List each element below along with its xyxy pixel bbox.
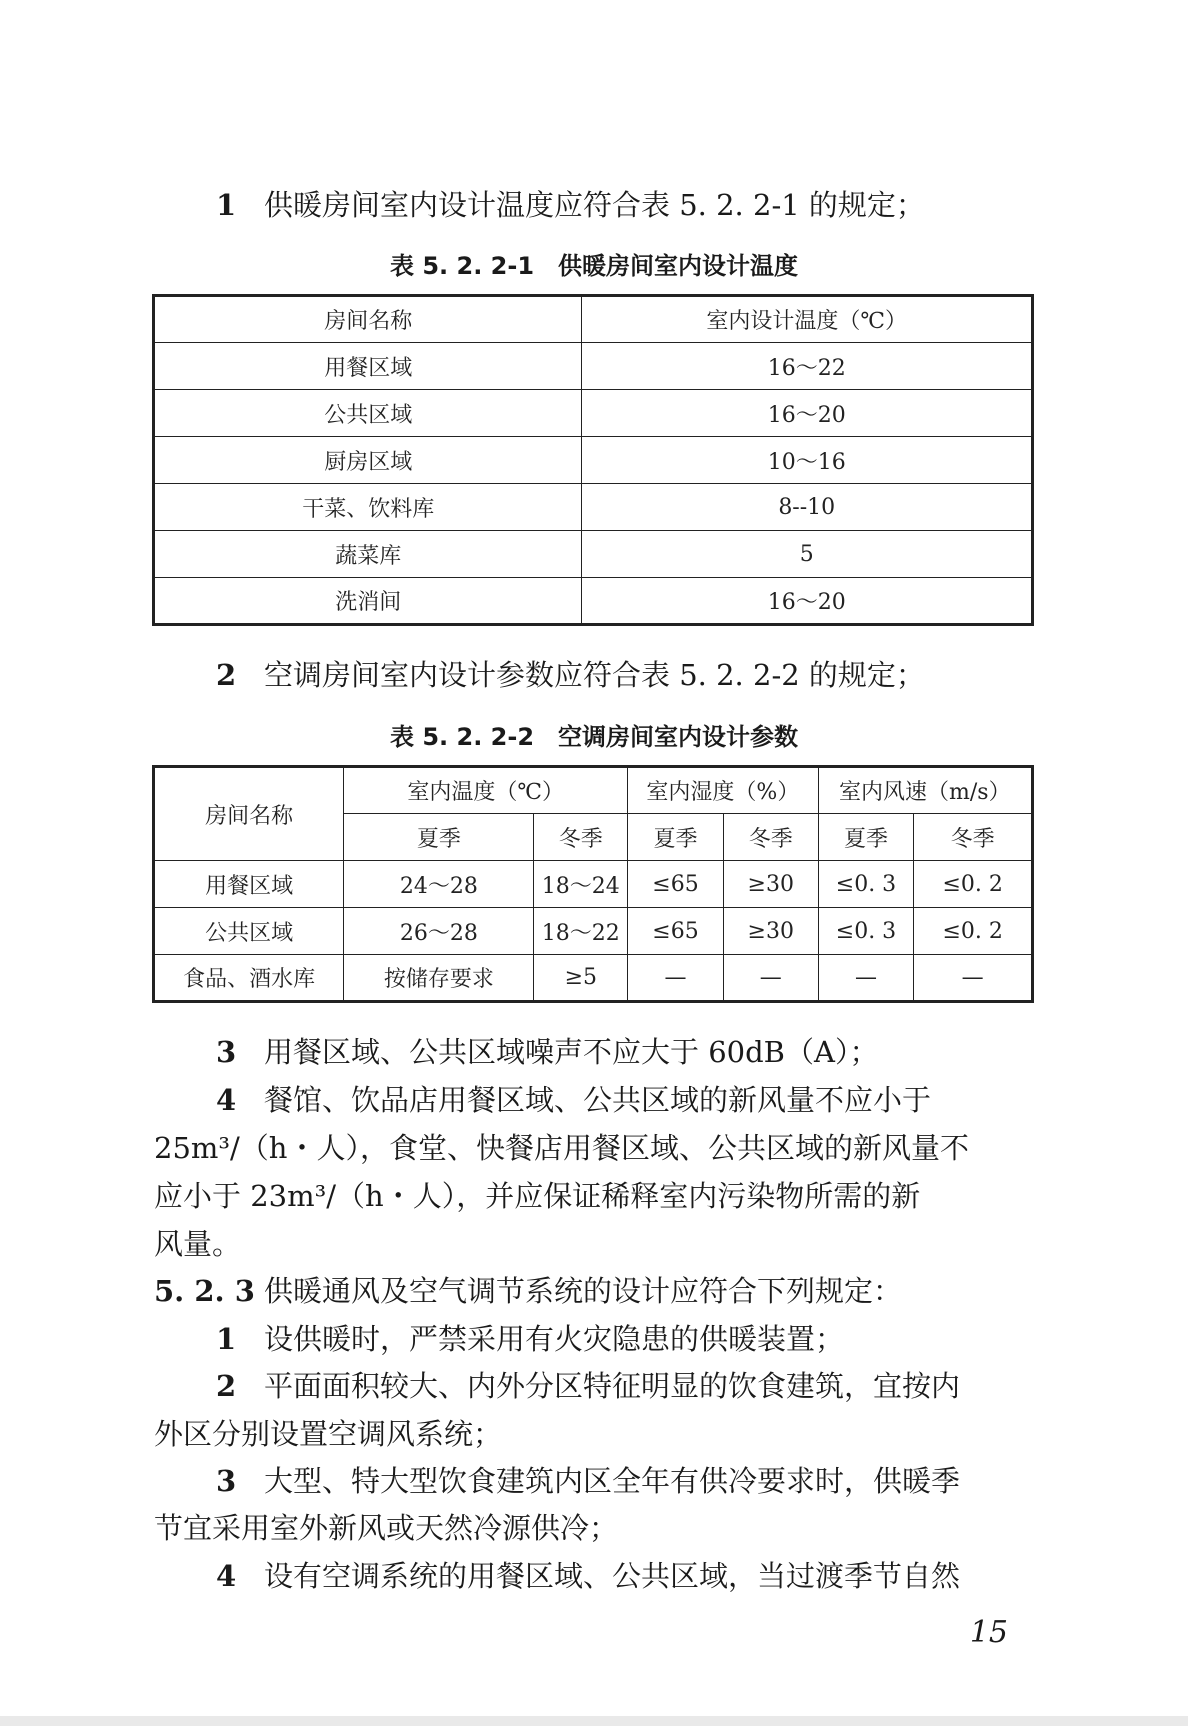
paragraph-line: 风量。 xyxy=(154,1227,242,1261)
table-1 xyxy=(152,294,1034,626)
table-row xyxy=(154,484,1033,531)
cell: ≥30 xyxy=(723,908,818,955)
cell: 厨房区域 xyxy=(154,437,582,484)
cell: 5 xyxy=(582,531,1033,578)
cell: 用餐区域 xyxy=(154,343,582,390)
item-text-line: 餐馆、饮品店用餐区域、公共区域的新风量不应小于 xyxy=(264,1083,932,1117)
item-text: 空调房间室内设计参数应符合表 5. 2. 2-2 的规定； xyxy=(264,658,925,692)
cell: — xyxy=(628,955,724,1002)
item-number: 2 xyxy=(216,658,237,692)
subheader-summer: 夏季 xyxy=(344,814,534,861)
item-4 xyxy=(216,1080,931,1120)
cell: ≥30 xyxy=(723,861,818,908)
table-2-caption: 表 5. 2. 2-2 空调房间室内设计参数 xyxy=(389,723,799,751)
table-row xyxy=(154,437,1033,484)
item-text-line: 大型、特大型饮食建筑内区全年有供冷要求时，供暖季 xyxy=(264,1464,961,1498)
section-number: 5. 2. 3 xyxy=(154,1274,255,1308)
item-number: 4 xyxy=(216,1083,237,1117)
table-row xyxy=(154,955,1033,1002)
item-2 xyxy=(216,655,925,695)
table-row xyxy=(154,531,1033,578)
cell: 26～28 xyxy=(344,908,534,955)
cell: 公共区域 xyxy=(154,908,344,955)
sub-item-3 xyxy=(216,1461,960,1501)
sub-item-4 xyxy=(216,1556,960,1596)
page-number: 15 xyxy=(969,1615,1008,1650)
subheader-winter: 冬季 xyxy=(914,814,1033,861)
cell: ≤65 xyxy=(628,908,724,955)
subheader-summer: 夏季 xyxy=(818,814,914,861)
page-bottom-edge xyxy=(0,1716,1188,1726)
sub-item-2 xyxy=(216,1366,960,1406)
cell: 10～16 xyxy=(582,437,1033,484)
table-row xyxy=(154,908,1033,955)
cell: 按储存要求 xyxy=(344,955,534,1002)
cell: ≤0. 2 xyxy=(914,861,1033,908)
table-row xyxy=(154,390,1033,437)
table-header-row xyxy=(154,296,1033,343)
item-text-line: 设有空调系统的用餐区域、公共区域，当过渡季节自然 xyxy=(264,1559,961,1593)
item-text: 供暖房间室内设计温度应符合表 5. 2. 2-1 的规定； xyxy=(264,188,925,222)
cell: ≥5 xyxy=(534,955,628,1002)
header-humidity: 室内湿度（%） xyxy=(628,767,819,814)
subheader-winter: 冬季 xyxy=(534,814,628,861)
item-3 xyxy=(216,1032,878,1072)
header-temperature: 室内温度（℃） xyxy=(344,767,628,814)
subheader-winter: 冬季 xyxy=(723,814,818,861)
table-2 xyxy=(152,765,1034,1003)
cell: 16～20 xyxy=(582,390,1033,437)
cell: 食品、酒水库 xyxy=(154,955,344,1002)
table-row xyxy=(154,578,1033,625)
section-text: 供暖通风及空气调节系统的设计应符合下列规定： xyxy=(264,1274,903,1308)
cell: 蔬菜库 xyxy=(154,531,582,578)
cell: ≤0. 3 xyxy=(818,861,914,908)
item-number: 1 xyxy=(216,188,237,222)
item-number: 3 xyxy=(216,1035,237,1069)
cell: 16～20 xyxy=(582,578,1033,625)
cell: 公共区域 xyxy=(154,390,582,437)
cell: 洗消间 xyxy=(154,578,582,625)
item-number: 1 xyxy=(216,1322,237,1356)
paragraph-line: 节宜采用室外新风或天然冷源供冷； xyxy=(154,1511,619,1545)
header-room-name: 房间名称 xyxy=(154,296,582,343)
header-temperature: 室内设计温度（℃） xyxy=(582,296,1033,343)
table-header-row xyxy=(154,767,1033,814)
cell: 24～28 xyxy=(344,861,534,908)
item-text: 设供暖时，严禁采用有火灾隐患的供暖装置； xyxy=(264,1322,845,1356)
cell: 干菜、饮料库 xyxy=(154,484,582,531)
cell: ≤65 xyxy=(628,861,724,908)
item-text: 用餐区域、公共区域噪声不应大于 60dB（A）； xyxy=(264,1035,879,1069)
cell: — xyxy=(723,955,818,1002)
header-wind-speed: 室内风速（m/s） xyxy=(818,767,1032,814)
cell: ≤0. 2 xyxy=(914,908,1033,955)
paragraph-line: 应小于 23m³/（h・人），并应保证稀释室内污染物所需的新 xyxy=(154,1179,921,1213)
section-5-2-3 xyxy=(154,1271,902,1311)
table-1-caption: 表 5. 2. 2-1 供暖房间室内设计温度 xyxy=(389,252,799,280)
paragraph-line: 外区分别设置空调风系统； xyxy=(154,1417,503,1451)
table-row xyxy=(154,861,1033,908)
cell: 16～22 xyxy=(582,343,1033,390)
cell: 8--10 xyxy=(582,484,1033,531)
cell: ≤0. 3 xyxy=(818,908,914,955)
item-number: 2 xyxy=(216,1369,237,1403)
item-text-line: 平面面积较大、内外分区特征明显的饮食建筑，宜按内 xyxy=(264,1369,961,1403)
subheader-summer: 夏季 xyxy=(628,814,724,861)
cell: 用餐区域 xyxy=(154,861,344,908)
paragraph-line: 25m³/（h・人），食堂、快餐店用餐区域、公共区域的新风量不 xyxy=(154,1131,969,1165)
cell: 18～22 xyxy=(534,908,628,955)
sub-item-1 xyxy=(216,1319,844,1359)
cell: 18～24 xyxy=(534,861,628,908)
cell: — xyxy=(914,955,1033,1002)
item-number: 4 xyxy=(216,1559,237,1593)
table-row xyxy=(154,343,1033,390)
item-number: 3 xyxy=(216,1464,237,1498)
item-1 xyxy=(216,185,925,225)
header-room-name: 房间名称 xyxy=(154,767,344,861)
cell: — xyxy=(818,955,914,1002)
